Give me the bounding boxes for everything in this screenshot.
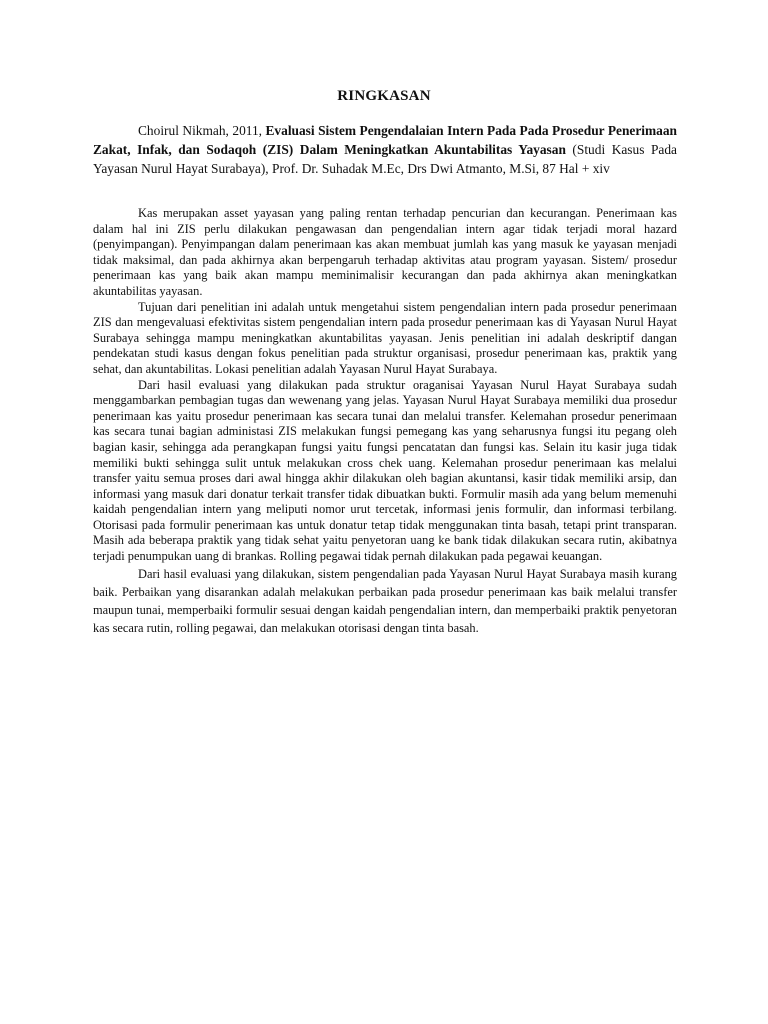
citation-details: (Studi Kasus Pada Yayasan Nurul Hayat Surabaya), Prof. Dr. Suhadak M.Ec, Drs Dwi Atmanto, M.Si, 87 Hal + xiv [93, 142, 677, 176]
citation-block [93, 121, 677, 178]
citation-thesis-title: Evaluasi Sistem Pengendalaian Intern Pada Pada Prosedur Penerimaan Zakat, Infak, dan Sodaqoh (ZIS) Dalam Meningkatkan Akuntabilitas Yayasan [93, 123, 677, 157]
abstract-paragraph-conclusion: Dari hasil evaluasi yang dilakukan, sistem pengendalian pada Yayasan Nurul Hayat Surabaya masih kurang baik. Perbaikan yang disarankan adalah melakukan perbaikan pada prosedur penerimaan kas baik melalui transfer maupun tunai, memperbaiki formulir sesuai dengan kaidah pengendalian intern, dan memperbaiki praktik penyetoran kas secara rutin, rolling pegawai, dan melakukan otorisasi dengan tinta basah. [93, 566, 677, 636]
abstract-paragraph-objective: Tujuan dari penelitian ini adalah untuk mengetahui sistem pengendalian intern pada prosedur penerimaan ZIS dan mengevaluasi efektivitas sistem pengendalian intern pada prosedur penerimaan kas di Yayasan Nurul Hayat Surabaya sehingga mampu meningkatkan akuntabilitas yayasan. Jenis penelitian ini adalah deskriptif dangan pendekatan studi kasus dengan fokus penelitian pada struktur organisasi, prosedur penerimaan kas, praktik yang sehat, dan akuntabilitas. Lokasi penelitian adalah Yayasan Nurul Hayat Surabaya. [93, 299, 677, 376]
page-title: RINGKASAN [337, 88, 431, 104]
abstract-paragraph-findings: Dari hasil evaluasi yang dilakukan pada struktur oraganisai Yayasan Nurul Hayat Surabaya sudah menggambarkan pembagian tugas dan wewenang yang jelas. Yayasan Nurul Hayat Surabaya memiliki dua prosedur penerimaan kas yaitu prosedur penerimaan kas secara tunai dan melalui transfer. Kelemahan prosedur penerimaan kas secara tunai bagian administasi ZIS melakukan fungsi pemegang kas yang seharusnya fungsi itu pegang oleh bagian kasir, sehingga ada perangkapan fungsi yaitu fungsi pencatatan dan fungsi kas. Selain itu kasir juga tidak memiliki bukti sehingga sulit untuk melakukan cross chek uang. Kelemahan prosedur penerimaan kas melalui transfer yaitu semua proses dari awal hingga akhir dilakukan oleh bagian akuntansi, kasir tidak memiliki arsip, dan informasi yang masuk dari donatur terkait transfer tidak dibuatkan bukti. Formulir masih ada yang belum memenuhi kaidah pengendalian intern yang meliputi nomor urut tercetak, informasi jenis formulir, dan informasi terbilang. Otorisasi pada formulir penerimaan kas untuk donatur tetap tidak menggunakan tinta basah, tetapi print transparan. Masih ada beberapa praktik yang tidak sehat yaitu penyetoran uang ke bank tidak dilakukan secara rutin, akibatnya terjadi penumpukan uang di brankas. Rolling pegawai tidak pernah dilakukan pada pegawai keuangan. [93, 377, 677, 564]
abstract-paragraph-background: Kas merupakan asset yayasan yang paling rentan terhadap pencurian dan kecurangan. Penerimaan kas dalam hal ini ZIS perlu dilakukan pengawasan dan pengendalian intern agar tidak terjadi moral hazard (penyimpangan). Penyimpangan dalam penerimaan kas akan membuat jumlah kas yang masuk ke yayasan menjadi tidak maksimal, dan pada akhirnya akan berpengaruh terhadap aktivitas atau program yayasan. Sistem/ prosedur penerimaan kas yang baik akan mampu meminimalisir kecurangan dan pada akhirnya akan meningkatkan akuntabilitas yayasan. [93, 206, 677, 298]
citation-author-year: Choirul Nikmah, 2011, [138, 123, 266, 138]
abstract-body [93, 206, 677, 637]
